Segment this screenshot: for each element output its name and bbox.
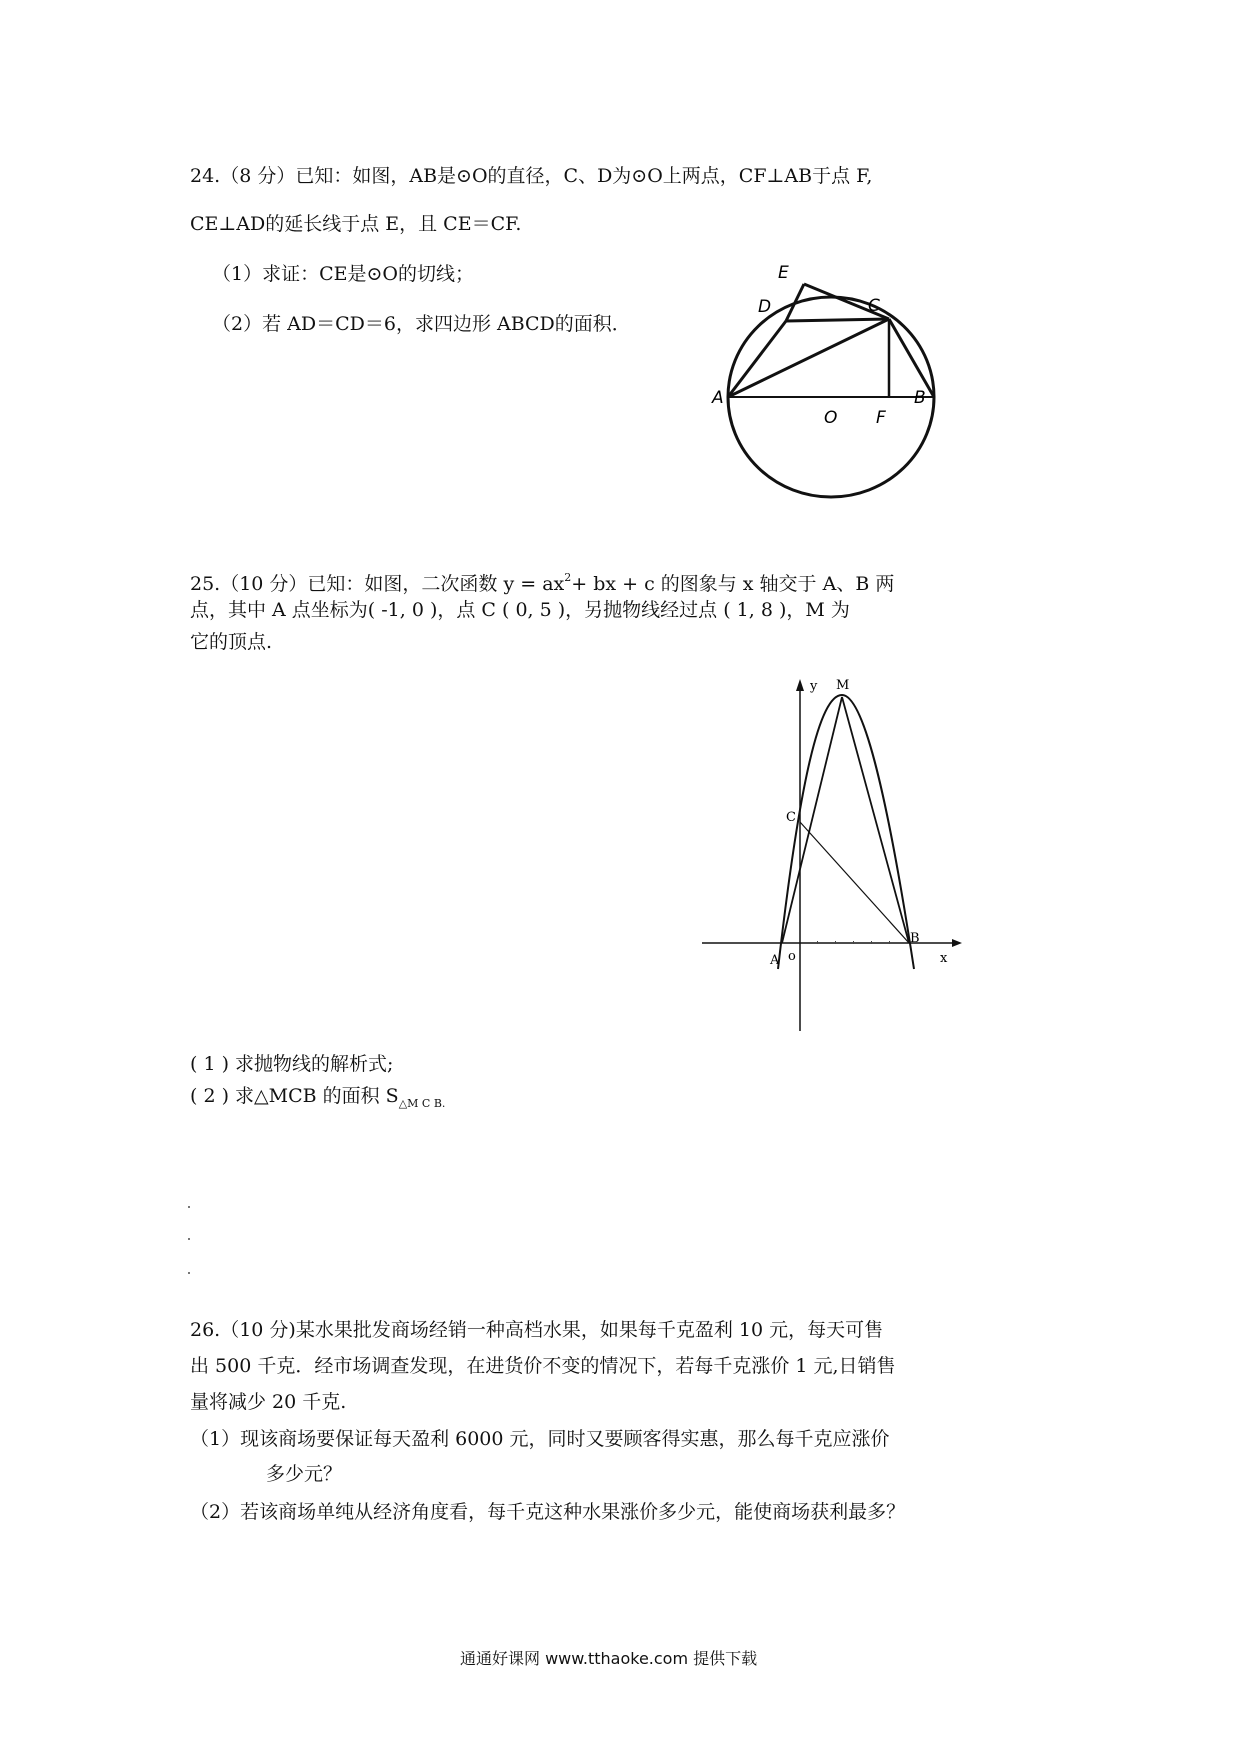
label-m: M — [836, 678, 850, 693]
label-d: D — [758, 297, 772, 317]
label-b: B — [914, 388, 926, 408]
stray-mark-1 — [188, 1206, 190, 1208]
stray-mark-3 — [188, 1272, 190, 1274]
label-e: E — [778, 263, 789, 283]
parabola-curve — [778, 695, 914, 969]
q25-line3: 它的顶点. — [190, 631, 273, 653]
q24-part2: （2）若 AD＝CD＝6，求四边形 ABCD的面积． — [212, 313, 631, 335]
stray-mark-2 — [188, 1238, 190, 1240]
x-axis-arrow — [952, 939, 962, 947]
q25-part2 — [190, 1084, 445, 1116]
q25-part2-a: ( 2 ) 求△MCB 的面积 S — [190, 1085, 399, 1107]
q25-part2-sub: △M C B. — [398, 1096, 446, 1110]
q25-part1: ( 1 ) 求抛物线的解析式; — [190, 1053, 394, 1075]
q24-figure-circle — [700, 255, 960, 500]
q26-line1: 26.（10 分)某水果批发商场经销一种高档水果，如果每千克盈利 10 元，每天可售 — [190, 1319, 884, 1341]
label-a: A — [712, 388, 724, 408]
label-y: y — [810, 679, 818, 694]
label-a: A — [770, 953, 780, 968]
segment-dc — [786, 319, 889, 321]
label-x: x — [940, 951, 948, 966]
label-c: C — [868, 296, 880, 316]
q24-line1: 24.（8 分）已知：如图，AB是⊙O的直径，C、D为⊙O上两点，CF⊥AB于点 F, — [190, 165, 873, 187]
q25-line1-b: + bx + c 的图象与 x 轴交于 A、B 两 — [571, 573, 895, 595]
q25-line1 — [190, 566, 894, 596]
q24-part1: （1）求证：CE是⊙O的切线； — [212, 263, 474, 285]
q26-part2: （2）若该商场单纯从经济角度看，每千克这种水果涨价多少元，能使商场获利最多？ — [190, 1501, 906, 1523]
q24-line2: CE⊥AD的延长线于点 E，且 CE＝CF. — [190, 213, 522, 235]
page-footer: 通通好课网 www.tthaoke.com 提供下载 — [460, 1649, 758, 1668]
q26-part1-a: （1）现该商场要保证每天盈利 6000 元，同时又要顾客得实惠，那么每千克应涨价 — [190, 1428, 890, 1450]
q25-line1-sup: 2 — [564, 571, 572, 584]
q26-line3: 量将减少 20 千克. — [190, 1391, 347, 1413]
label-f: F — [876, 408, 886, 428]
q25-line2: 点，其中 A 点坐标为( -1, 0 )，点 C ( 0, 5 )，另抛物线经过点 ( 1, 8 )，M 为 — [190, 599, 850, 621]
label-c: C — [786, 810, 796, 825]
q25-figure-parabola — [700, 675, 970, 1035]
q26-part1-b: 多少元？ — [266, 1463, 343, 1485]
label-o: O — [824, 408, 838, 428]
label-b: B — [910, 931, 920, 946]
y-axis-arrow — [796, 679, 804, 691]
q26-line2: 出 500 千克．经市场调查发现，在进货价不变的情况下，若每千克涨价 1 元,日销售 — [190, 1355, 896, 1377]
q25-line1-a: 25.（10 分）已知：如图，二次函数 y = ax — [190, 573, 565, 595]
label-o: o — [788, 949, 796, 964]
